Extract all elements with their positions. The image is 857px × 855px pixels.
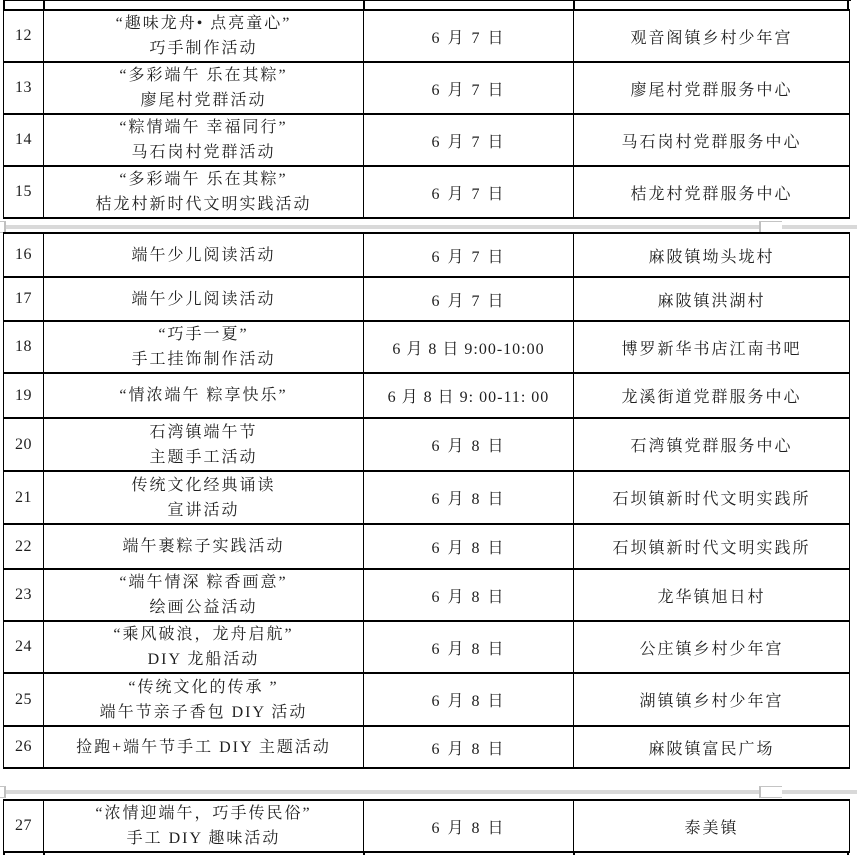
events-table-section-3 bbox=[3, 799, 850, 853]
table-row bbox=[4, 114, 850, 166]
activity-name-cell bbox=[44, 673, 364, 726]
activity-name-cell bbox=[44, 62, 364, 114]
activity-name-cell bbox=[44, 471, 364, 524]
activity-name-line: “传统文化的传承 ” bbox=[128, 678, 279, 696]
row-number-cell: 18 bbox=[4, 321, 44, 373]
activity-name-cell bbox=[44, 321, 364, 373]
activity-name-line: 传统文化经典诵读 bbox=[131, 476, 276, 494]
activity-name-cell bbox=[44, 726, 364, 768]
activity-name-cell bbox=[44, 418, 364, 471]
location-cell: 廖尾村党群服务中心 bbox=[574, 62, 850, 114]
activity-name-line: 桔龙村新时代文明实践活动 bbox=[95, 196, 312, 213]
activity-name-line: DIY 龙船活动 bbox=[147, 651, 260, 668]
location-cell: 龙溪街道党群服务中心 bbox=[574, 373, 850, 418]
location-cell: 博罗新华书店江南书吧 bbox=[574, 321, 850, 373]
activity-name-line: 端午节亲子香包 DIY 活动 bbox=[99, 703, 308, 721]
row-number-cell: 23 bbox=[4, 569, 44, 621]
row-number-cell: 21 bbox=[4, 471, 44, 524]
row-number-cell: 14 bbox=[4, 114, 44, 166]
page-break-band bbox=[0, 225, 857, 229]
activity-name-cell bbox=[44, 373, 364, 418]
row-number-cell: 27 bbox=[4, 800, 44, 852]
date-cell: 6 月 8 日 bbox=[364, 800, 574, 852]
date-cell: 6 月 8 日 bbox=[364, 673, 574, 726]
date-cell: 6 月 8 日 9: 00-11: 00 bbox=[364, 373, 574, 418]
page-break-left-marker bbox=[0, 786, 6, 798]
date-cell: 6 月 7 日 bbox=[364, 114, 574, 166]
activity-name-line: 捡跑+端午节手工 DIY 主题活动 bbox=[76, 738, 331, 756]
activity-name-cell bbox=[44, 114, 364, 166]
date-cell: 6 月 8 日 bbox=[364, 569, 574, 621]
row-number-cell: 26 bbox=[4, 726, 44, 768]
date-cell: 6 月 7 日 bbox=[364, 62, 574, 114]
activity-name-line: “端午情深 粽香画意” bbox=[119, 574, 288, 591]
table-row bbox=[4, 166, 850, 218]
location-cell: 湖镇镇乡村少年宫 bbox=[574, 673, 850, 726]
date-cell: 6 月 7 日 bbox=[364, 166, 574, 218]
location-cell: 石坝镇新时代文明实践所 bbox=[574, 524, 850, 569]
activity-name-line: 端午少儿阅读活动 bbox=[131, 290, 276, 308]
activity-name-line: “巧手一夏” bbox=[158, 326, 249, 343]
date-cell: 6 月 7 日 bbox=[364, 233, 574, 277]
table-row bbox=[4, 277, 850, 321]
row-number-cell: 22 bbox=[4, 524, 44, 569]
activity-name-line: 巧手制作活动 bbox=[149, 40, 258, 57]
events-table-section-1 bbox=[3, 9, 850, 219]
location-cell: 石坝镇新时代文明实践所 bbox=[574, 471, 850, 524]
activity-name-line: “浓情迎端午，巧手传民俗” bbox=[95, 805, 312, 822]
date-cell: 6 月 8 日 9:00-10:00 bbox=[364, 321, 574, 373]
row-number-cell: 20 bbox=[4, 418, 44, 471]
activity-name-cell bbox=[44, 524, 364, 569]
activity-name-line: 手工 DIY 趣味活动 bbox=[126, 830, 281, 847]
activity-name-line: “多彩端午 乐在其粽” bbox=[119, 171, 288, 188]
activity-name-line: 宣讲活动 bbox=[167, 501, 240, 519]
activity-name-line: 石湾镇端午节 bbox=[149, 423, 258, 441]
date-cell: 6 月 8 日 bbox=[364, 621, 574, 673]
activity-name-cell bbox=[44, 569, 364, 621]
row-number-cell: 19 bbox=[4, 373, 44, 418]
activity-name-line: 绘画公益活动 bbox=[149, 599, 258, 616]
table-row bbox=[4, 524, 850, 569]
activity-name-line: 手工挂饰制作活动 bbox=[131, 351, 276, 368]
table-row bbox=[4, 621, 850, 673]
location-cell: 麻陂镇富民广场 bbox=[574, 726, 850, 768]
table-row bbox=[4, 726, 850, 768]
activity-name-line: “多彩端午 乐在其粽” bbox=[119, 67, 288, 84]
table-row bbox=[4, 10, 850, 62]
table-row bbox=[4, 233, 850, 277]
date-cell: 6 月 7 日 bbox=[364, 10, 574, 62]
activity-name-cell bbox=[44, 621, 364, 673]
date-cell: 6 月 7 日 bbox=[364, 277, 574, 321]
table-row bbox=[4, 321, 850, 373]
activity-name-cell bbox=[44, 277, 364, 321]
table-row bbox=[4, 800, 850, 852]
activity-name-cell bbox=[44, 166, 364, 218]
location-cell: 公庄镇乡村少年宫 bbox=[574, 621, 850, 673]
activity-name-line: 端午裹粽子实践活动 bbox=[122, 538, 285, 555]
page-break-band bbox=[0, 790, 857, 794]
table-row bbox=[4, 373, 850, 418]
row-number-cell: 15 bbox=[4, 166, 44, 218]
activity-name-line: “情浓端午 粽享快乐” bbox=[119, 387, 288, 404]
location-cell: 石湾镇党群服务中心 bbox=[574, 418, 850, 471]
location-cell: 桔龙村党群服务中心 bbox=[574, 166, 850, 218]
table-row bbox=[4, 673, 850, 726]
date-cell: 6 月 8 日 bbox=[364, 471, 574, 524]
activity-name-cell bbox=[44, 233, 364, 277]
table-row bbox=[4, 62, 850, 114]
table-top-cutoff-line bbox=[3, 0, 851, 1]
activity-name-line: “乘风破浪，龙舟启航” bbox=[113, 626, 294, 643]
table-row bbox=[4, 471, 850, 524]
row-number-cell: 25 bbox=[4, 673, 44, 726]
activity-name-line: 主题手工活动 bbox=[149, 448, 258, 466]
row-number-cell: 12 bbox=[4, 10, 44, 62]
page-break-right-marker bbox=[759, 786, 782, 798]
activity-name-line: 廖尾村党群活动 bbox=[140, 92, 267, 109]
activity-name-line: 端午少儿阅读活动 bbox=[131, 246, 276, 264]
location-cell: 马石岗村党群服务中心 bbox=[574, 114, 850, 166]
location-cell: 龙华镇旭日村 bbox=[574, 569, 850, 621]
location-cell: 观音阁镇乡村少年宫 bbox=[574, 10, 850, 62]
location-cell: 麻陂镇坳头垅村 bbox=[574, 233, 850, 277]
table-row bbox=[4, 569, 850, 621]
date-cell: 6 月 8 日 bbox=[364, 418, 574, 471]
activity-name-line: “粽情端午 幸福同行” bbox=[119, 119, 288, 136]
row-number-cell: 17 bbox=[4, 277, 44, 321]
table-row bbox=[4, 418, 850, 471]
date-cell: 6 月 8 日 bbox=[364, 524, 574, 569]
events-table-section-2 bbox=[3, 232, 850, 769]
row-number-cell: 13 bbox=[4, 62, 44, 114]
activity-name-cell bbox=[44, 800, 364, 852]
activity-name-line: 马石岗村党群活动 bbox=[131, 144, 276, 161]
location-cell: 麻陂镇洪湖村 bbox=[574, 277, 850, 321]
date-cell: 6 月 8 日 bbox=[364, 726, 574, 768]
activity-name-line: “趣味龙舟• 点亮童心” bbox=[115, 15, 292, 32]
location-cell: 泰美镇 bbox=[574, 800, 850, 852]
row-number-cell: 24 bbox=[4, 621, 44, 673]
activity-name-cell bbox=[44, 10, 364, 62]
row-number-cell: 16 bbox=[4, 233, 44, 277]
